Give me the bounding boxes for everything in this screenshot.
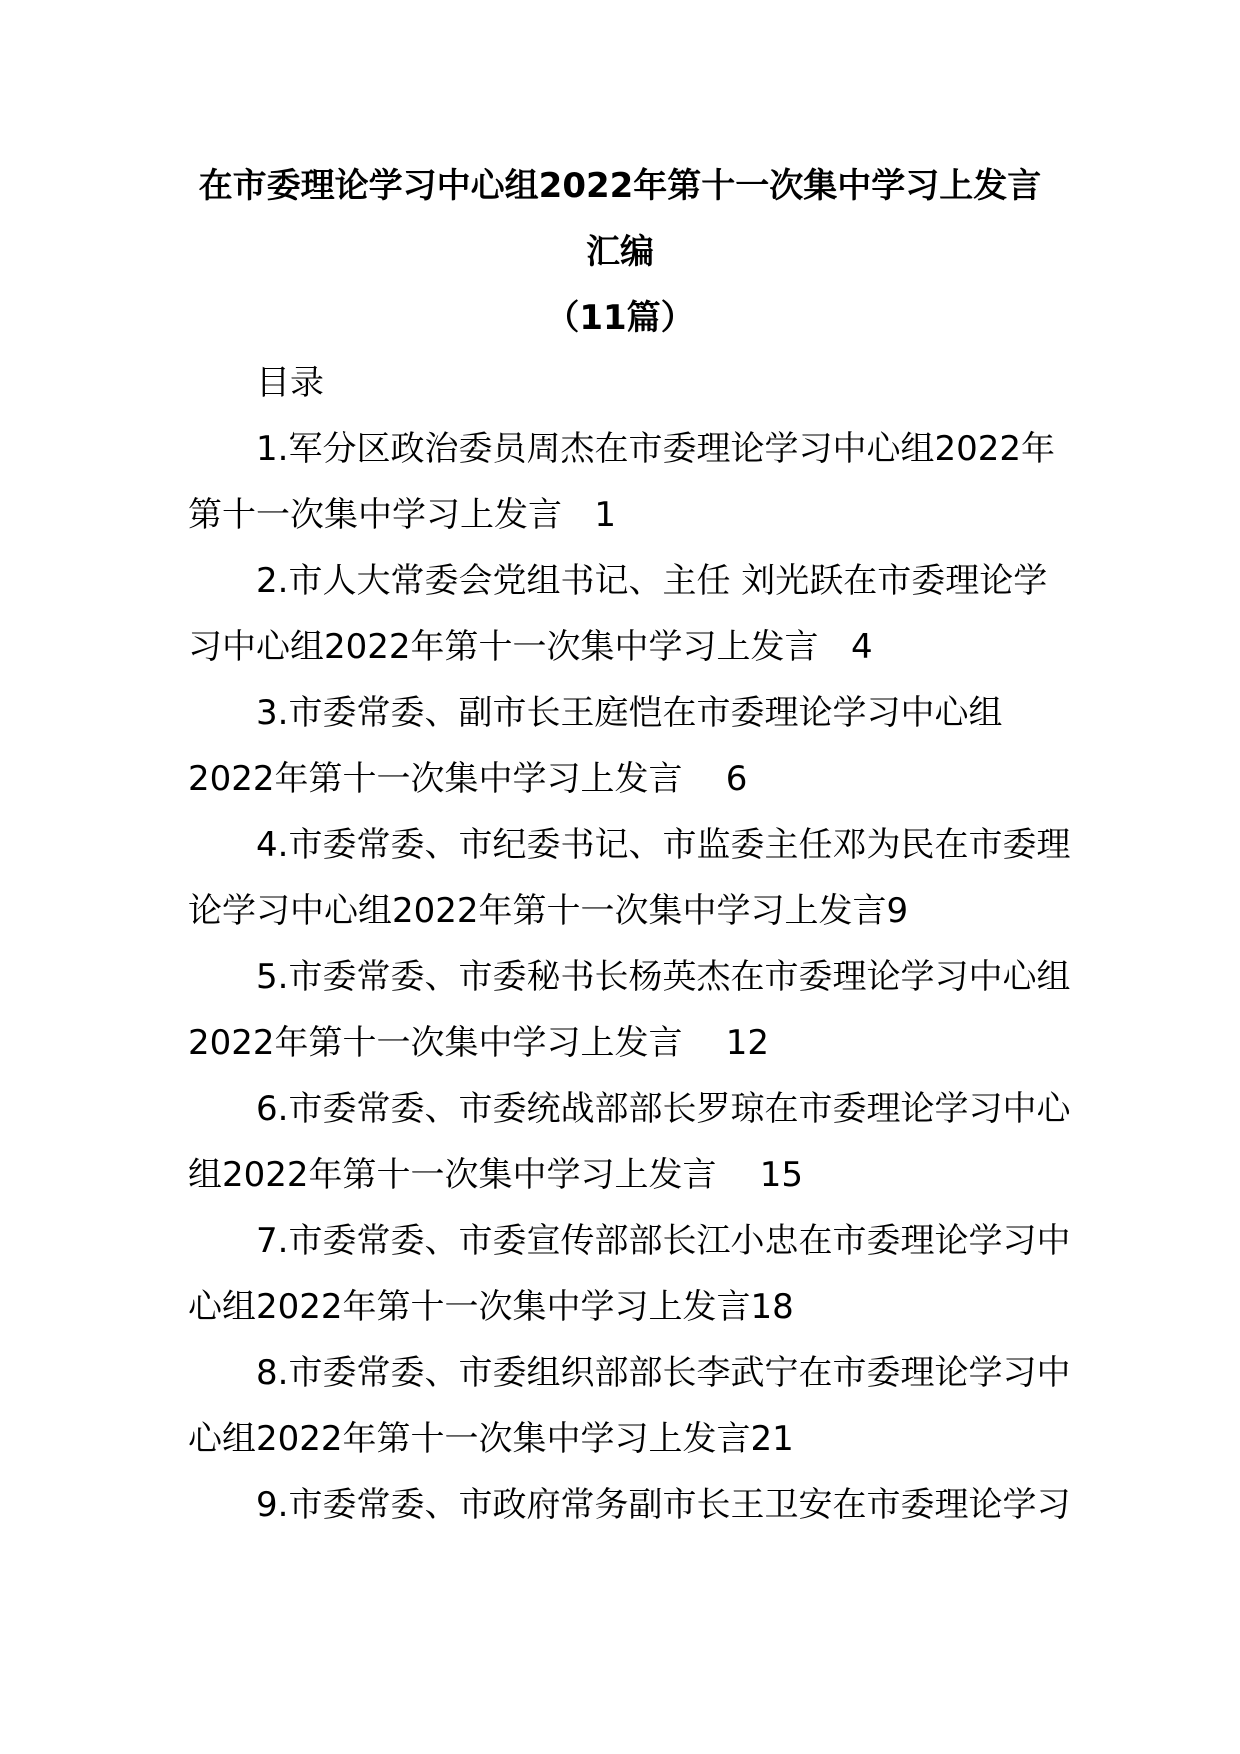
toc-entry-text: 1.军分区政治委员周杰在市委理论学习中心组2022年 xyxy=(256,429,1055,469)
document-title-line-2: 汇编 xyxy=(586,232,654,272)
toc-entry-text: 6.市委常委、市委统战部部长罗琼在市委理论学习中心 xyxy=(256,1089,1071,1129)
toc-entry-text: 4.市委常委、市纪委书记、市监委主任邓为民在市委理 xyxy=(256,825,1071,865)
toc-entry-text: 第十一次集中学习上发言 1 xyxy=(188,495,617,535)
toc-entry-text: 习中心组2022年第十一次集中学习上发言 4 xyxy=(188,627,873,667)
toc-entry-text: 2.市人大常委会党组书记、主任 刘光跃在市委理论学 xyxy=(256,561,1048,601)
toc-entry-text: 9.市委常委、市政府常务副市长王卫安在市委理论学习 xyxy=(256,1485,1071,1525)
document-title-count: （11篇） xyxy=(545,298,695,338)
document-title-line-1: 在市委理论学习中心组2022年第十一次集中学习上发言 xyxy=(198,166,1042,206)
toc-entry-text: 2022年第十一次集中学习上发言 12 xyxy=(188,1023,770,1063)
toc-entry-text: 3.市委常委、副市长王庭恺在市委理论学习中心组 xyxy=(256,693,1003,733)
toc-entry-text: 组2022年第十一次集中学习上发言 15 xyxy=(188,1155,804,1195)
toc-entry-text: 心组2022年第十一次集中学习上发言21 xyxy=(188,1419,794,1459)
toc-entry-text: 2022年第十一次集中学习上发言 6 xyxy=(188,759,748,799)
toc-entry-text: 7.市委常委、市委宣传部部长江小忠在市委理论学习中 xyxy=(256,1221,1071,1261)
toc-entry-text: 论学习中心组2022年第十一次集中学习上发言9 xyxy=(188,891,909,931)
toc-entry-text: 5.市委常委、市委秘书长杨英杰在市委理论学习中心组 xyxy=(256,957,1071,997)
toc-entry-text: 心组2022年第十一次集中学习上发言18 xyxy=(188,1287,794,1327)
toc-heading: 目录 xyxy=(256,363,324,403)
toc-entry-text: 8.市委常委、市委组织部部长李武宁在市委理论学习中 xyxy=(256,1353,1071,1393)
